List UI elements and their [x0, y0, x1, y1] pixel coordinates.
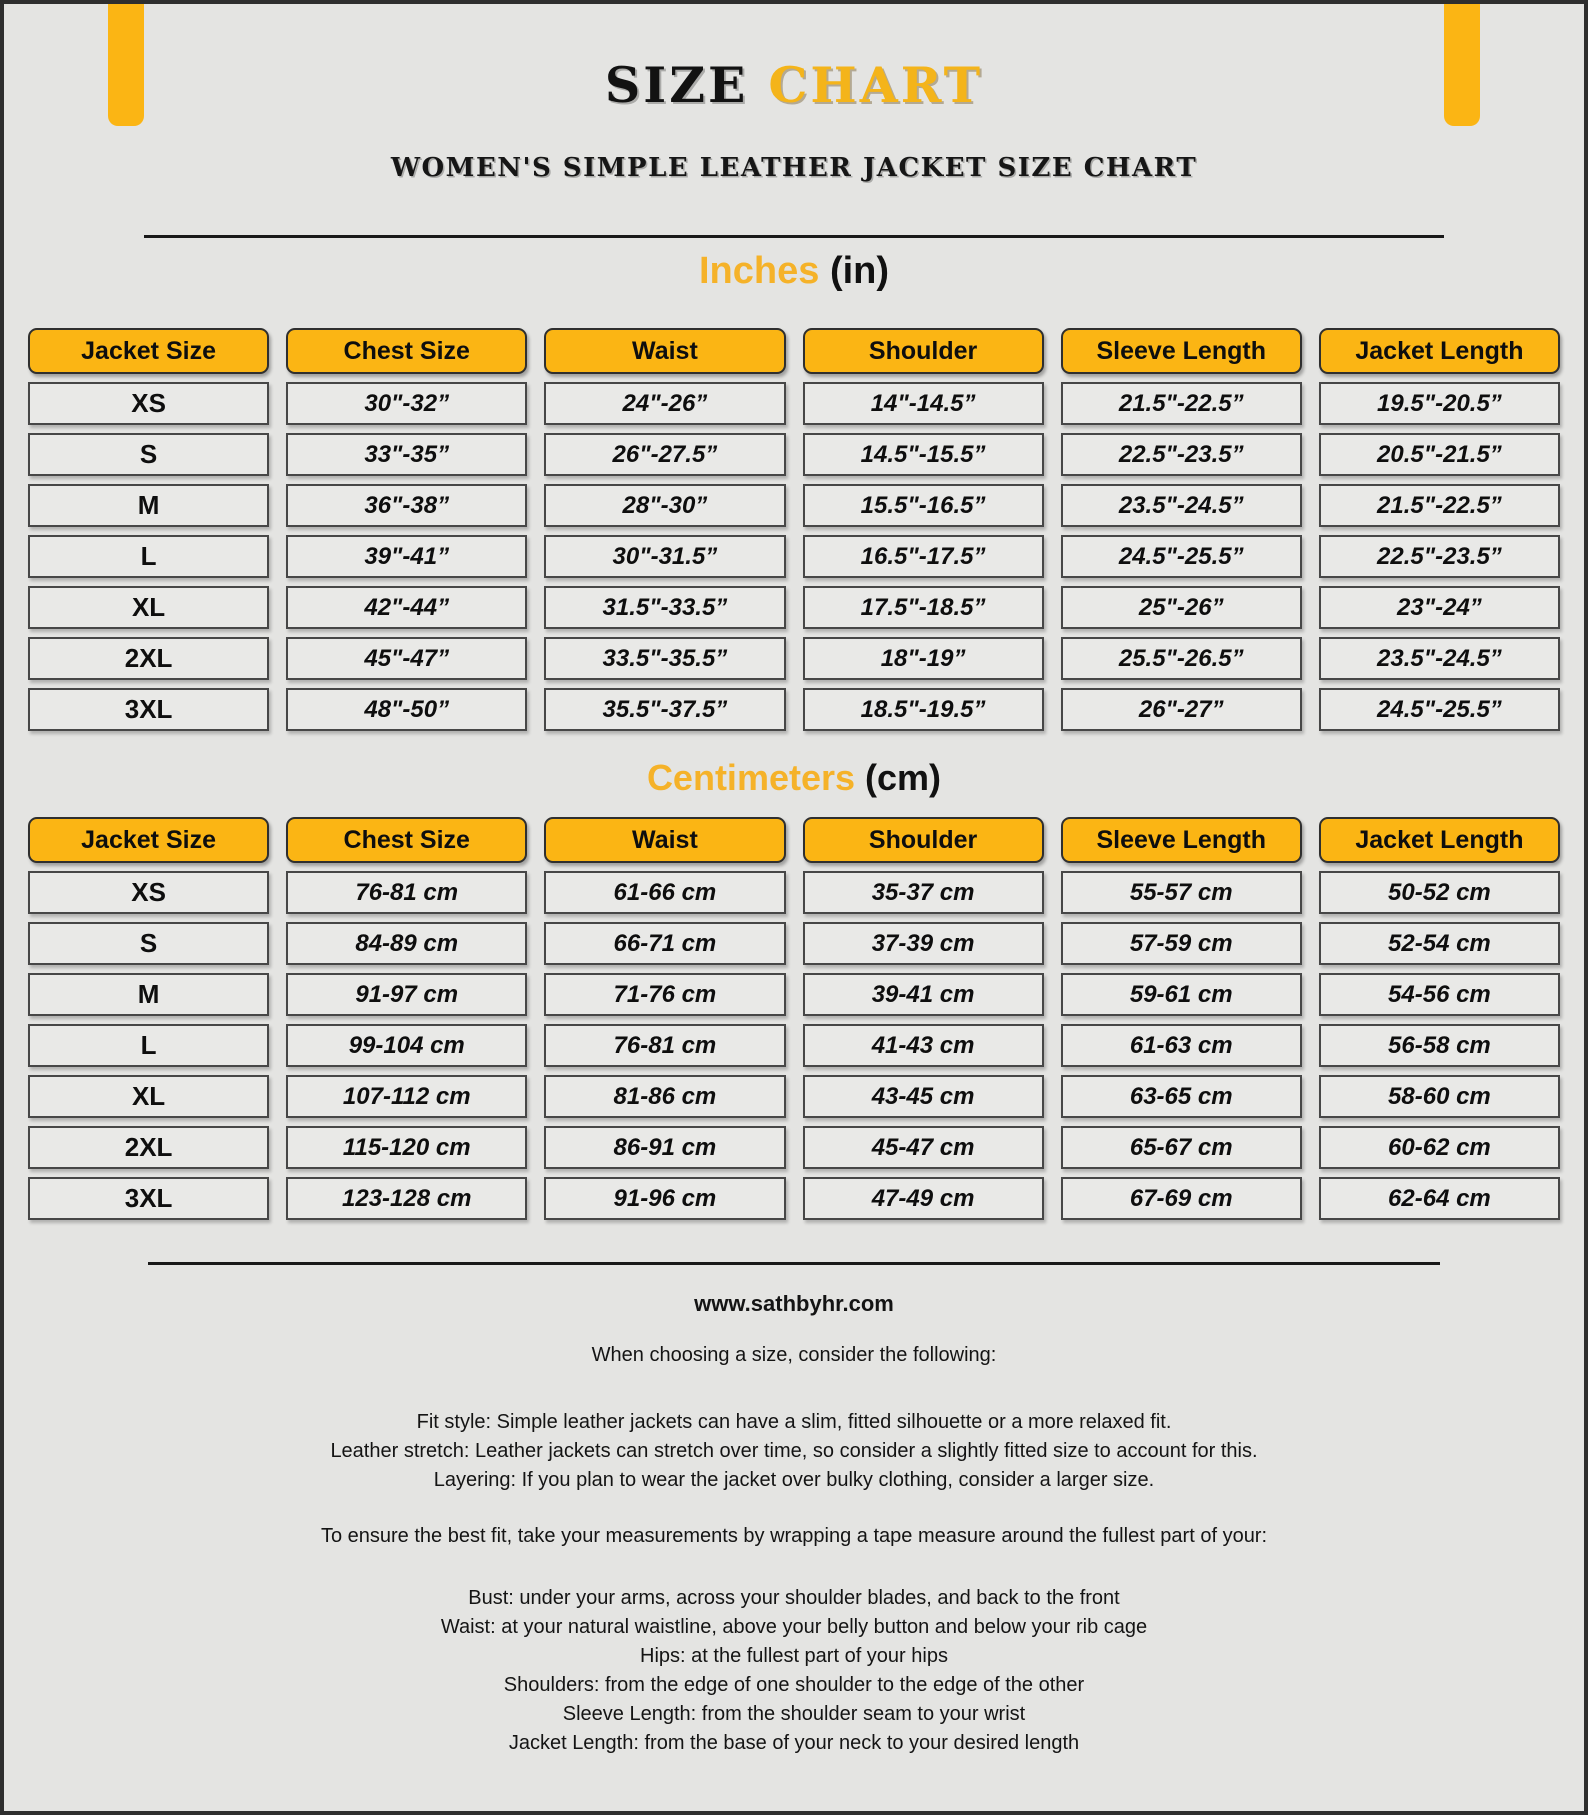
measurement-cell: 30"-32”	[286, 382, 527, 425]
measurement-cell: 26"-27.5”	[544, 433, 785, 476]
measurement-cell: 33.5"-35.5”	[544, 637, 785, 680]
tip-leather-stretch: Leather stretch: Leather jackets can stretch over time, so consider a slightly fitted size to account for this.	[330, 1440, 1258, 1463]
cm-heading-unit: (cm)	[865, 757, 942, 799]
measurement-cell: 39"-41”	[286, 535, 527, 578]
size-label-cell: M	[28, 973, 269, 1016]
measurement-cell: 17.5"-18.5”	[803, 586, 1044, 629]
measurement-instructions	[4, 1584, 1584, 1758]
measurement-cell: 23.5"-24.5”	[1061, 484, 1302, 527]
size-label-cell: L	[28, 535, 269, 578]
measurement-cell: 20.5"-21.5”	[1319, 433, 1560, 476]
cm-size-table	[28, 817, 1560, 1220]
measurement-cell: 28"-30”	[544, 484, 785, 527]
measurement-cell: 22.5"-23.5”	[1061, 433, 1302, 476]
measurement-cell: 71-76 cm	[544, 973, 785, 1016]
measurement-cell: 115-120 cm	[286, 1126, 527, 1169]
size-label-cell: XS	[28, 382, 269, 425]
measurement-cell: 23"-24”	[1319, 586, 1560, 629]
size-label-cell: XS	[28, 871, 269, 914]
measurement-cell: 31.5"-33.5”	[544, 586, 785, 629]
measurement-cell: 37-39 cm	[803, 922, 1044, 965]
measurement-cell: 91-97 cm	[286, 973, 527, 1016]
measurement-cell: 21.5"-22.5”	[1319, 484, 1560, 527]
measurement-cell: 107-112 cm	[286, 1075, 527, 1118]
measurement-cell: 43-45 cm	[803, 1075, 1044, 1118]
measurement-cell: 50-52 cm	[1319, 871, 1560, 914]
measure-bust: Bust: under your arms, across your shoulder blades, and back to the front	[468, 1587, 1120, 1610]
measurement-cell: 58-60 cm	[1319, 1075, 1560, 1118]
measurement-cell: 14"-14.5”	[803, 382, 1044, 425]
page-title-black: SIZE	[604, 56, 749, 114]
measurement-cell: 76-81 cm	[544, 1024, 785, 1067]
page-subtitle: WOMEN'S SIMPLE LEATHER JACKET SIZE CHART	[390, 153, 1198, 184]
column-header: Shoulder	[803, 328, 1044, 374]
measurement-cell: 81-86 cm	[544, 1075, 785, 1118]
measurement-cell: 35.5"-37.5”	[544, 688, 785, 731]
measurement-cell: 36"-38”	[286, 484, 527, 527]
measurement-cell: 99-104 cm	[286, 1024, 527, 1067]
measure-jacket-length: Jacket Length: from the base of your neck to your desired length	[508, 1732, 1080, 1755]
measurement-cell: 60-62 cm	[1319, 1126, 1560, 1169]
page-title	[4, 56, 1584, 114]
measurement-cell: 45-47 cm	[803, 1126, 1044, 1169]
measurement-cell: 24.5"-25.5”	[1319, 688, 1560, 731]
measurement-cell: 52-54 cm	[1319, 922, 1560, 965]
cm-heading-label: Centimeters	[646, 757, 856, 799]
measurement-cell: 56-58 cm	[1319, 1024, 1560, 1067]
measurement-cell: 63-65 cm	[1061, 1075, 1302, 1118]
measurement-cell: 62-64 cm	[1319, 1177, 1560, 1220]
website-text: www.sathbyhr.com	[694, 1291, 894, 1317]
measurement-cell: 123-128 cm	[286, 1177, 527, 1220]
measure-hips: Hips: at the fullest part of your hips	[640, 1645, 948, 1668]
measurement-cell: 45"-47”	[286, 637, 527, 680]
measurement-cell: 21.5"-22.5”	[1061, 382, 1302, 425]
cm-section-heading	[4, 759, 1584, 797]
column-header: Jacket Size	[28, 817, 269, 863]
measurement-cell: 84-89 cm	[286, 922, 527, 965]
decor-bar-right	[1444, 4, 1480, 126]
measure-sleeve-length: Sleeve Length: from the shoulder seam to your wrist	[562, 1703, 1026, 1726]
size-label-cell: 2XL	[28, 1126, 269, 1169]
measurement-cell: 14.5"-15.5”	[803, 433, 1044, 476]
measurement-cell: 30"-31.5”	[544, 535, 785, 578]
column-header: Shoulder	[803, 817, 1044, 863]
measurement-cell: 86-91 cm	[544, 1126, 785, 1169]
column-header: Waist	[544, 328, 785, 374]
tip-fit-style: Fit style: Simple leather jackets can have a slim, fitted silhouette or a more relaxed fit.	[416, 1411, 1172, 1434]
measurement-cell: 18"-19”	[803, 637, 1044, 680]
measurement-cell: 23.5"-24.5”	[1319, 637, 1560, 680]
measurement-cell: 24"-26”	[544, 382, 785, 425]
measurement-cell: 48"-50”	[286, 688, 527, 731]
column-header: Sleeve Length	[1061, 328, 1302, 374]
size-label-cell: XL	[28, 586, 269, 629]
measurement-cell: 33"-35”	[286, 433, 527, 476]
measurement-cell: 65-67 cm	[1061, 1126, 1302, 1169]
inches-heading-unit: (in)	[829, 250, 890, 293]
measure-shoulders: Shoulders: from the edge of one shoulder to the edge of the other	[503, 1674, 1085, 1697]
divider-top	[144, 235, 1444, 238]
inches-heading-label: Inches	[698, 250, 820, 293]
measurement-cell: 61-66 cm	[544, 871, 785, 914]
measurement-cell: 42"-44”	[286, 586, 527, 629]
measure-intro-text: To ensure the best fit, take your measurements by wrapping a tape measure around the fullest part of your:	[320, 1525, 1268, 1548]
measurement-cell: 19.5"-20.5”	[1319, 382, 1560, 425]
column-header: Jacket Length	[1319, 817, 1560, 863]
column-header: Jacket Length	[1319, 328, 1560, 374]
page-title-yellow: CHART	[768, 56, 984, 114]
measurement-cell: 39-41 cm	[803, 973, 1044, 1016]
measurement-cell: 24.5"-25.5”	[1061, 535, 1302, 578]
measurement-cell: 55-57 cm	[1061, 871, 1302, 914]
measurement-cell: 76-81 cm	[286, 871, 527, 914]
measurement-cell: 41-43 cm	[803, 1024, 1044, 1067]
measurement-cell: 67-69 cm	[1061, 1177, 1302, 1220]
column-header: Chest Size	[286, 817, 527, 863]
column-header: Sleeve Length	[1061, 817, 1302, 863]
measure-waist: Waist: at your natural waistline, above your belly button and below your rib cage	[440, 1616, 1148, 1639]
measurement-cell: 54-56 cm	[1319, 973, 1560, 1016]
measurement-cell: 15.5"-16.5”	[803, 484, 1044, 527]
sizing-tips	[4, 1408, 1584, 1495]
measurement-cell: 35-37 cm	[803, 871, 1044, 914]
size-label-cell: S	[28, 433, 269, 476]
measurement-cell: 61-63 cm	[1061, 1024, 1302, 1067]
measurement-cell: 47-49 cm	[803, 1177, 1044, 1220]
size-label-cell: M	[28, 484, 269, 527]
decor-bar-left	[108, 4, 144, 126]
measurement-cell: 16.5"-17.5”	[803, 535, 1044, 578]
size-label-cell: S	[28, 922, 269, 965]
size-label-cell: 3XL	[28, 1177, 269, 1220]
measurement-cell: 18.5"-19.5”	[803, 688, 1044, 731]
column-header: Chest Size	[286, 328, 527, 374]
measurement-cell: 59-61 cm	[1061, 973, 1302, 1016]
measurement-cell: 66-71 cm	[544, 922, 785, 965]
divider-bottom	[148, 1262, 1440, 1265]
measurement-cell: 22.5"-23.5”	[1319, 535, 1560, 578]
tip-layering: Layering: If you plan to wear the jacket over bulky clothing, consider a larger size.	[433, 1469, 1155, 1492]
inches-section-heading	[4, 252, 1584, 292]
measurement-cell: 26"-27”	[1061, 688, 1302, 731]
size-label-cell: 3XL	[28, 688, 269, 731]
measurement-cell: 25"-26”	[1061, 586, 1302, 629]
measurement-cell: 57-59 cm	[1061, 922, 1302, 965]
column-header: Waist	[544, 817, 785, 863]
size-label-cell: XL	[28, 1075, 269, 1118]
size-label-cell: 2XL	[28, 637, 269, 680]
column-header: Jacket Size	[28, 328, 269, 374]
footer-notes	[4, 1291, 1584, 1758]
inches-size-table	[28, 328, 1560, 731]
measurement-cell: 25.5"-26.5”	[1061, 637, 1302, 680]
measurement-cell: 91-96 cm	[544, 1177, 785, 1220]
size-label-cell: L	[28, 1024, 269, 1067]
sizing-intro-text: When choosing a size, consider the following:	[591, 1344, 997, 1367]
